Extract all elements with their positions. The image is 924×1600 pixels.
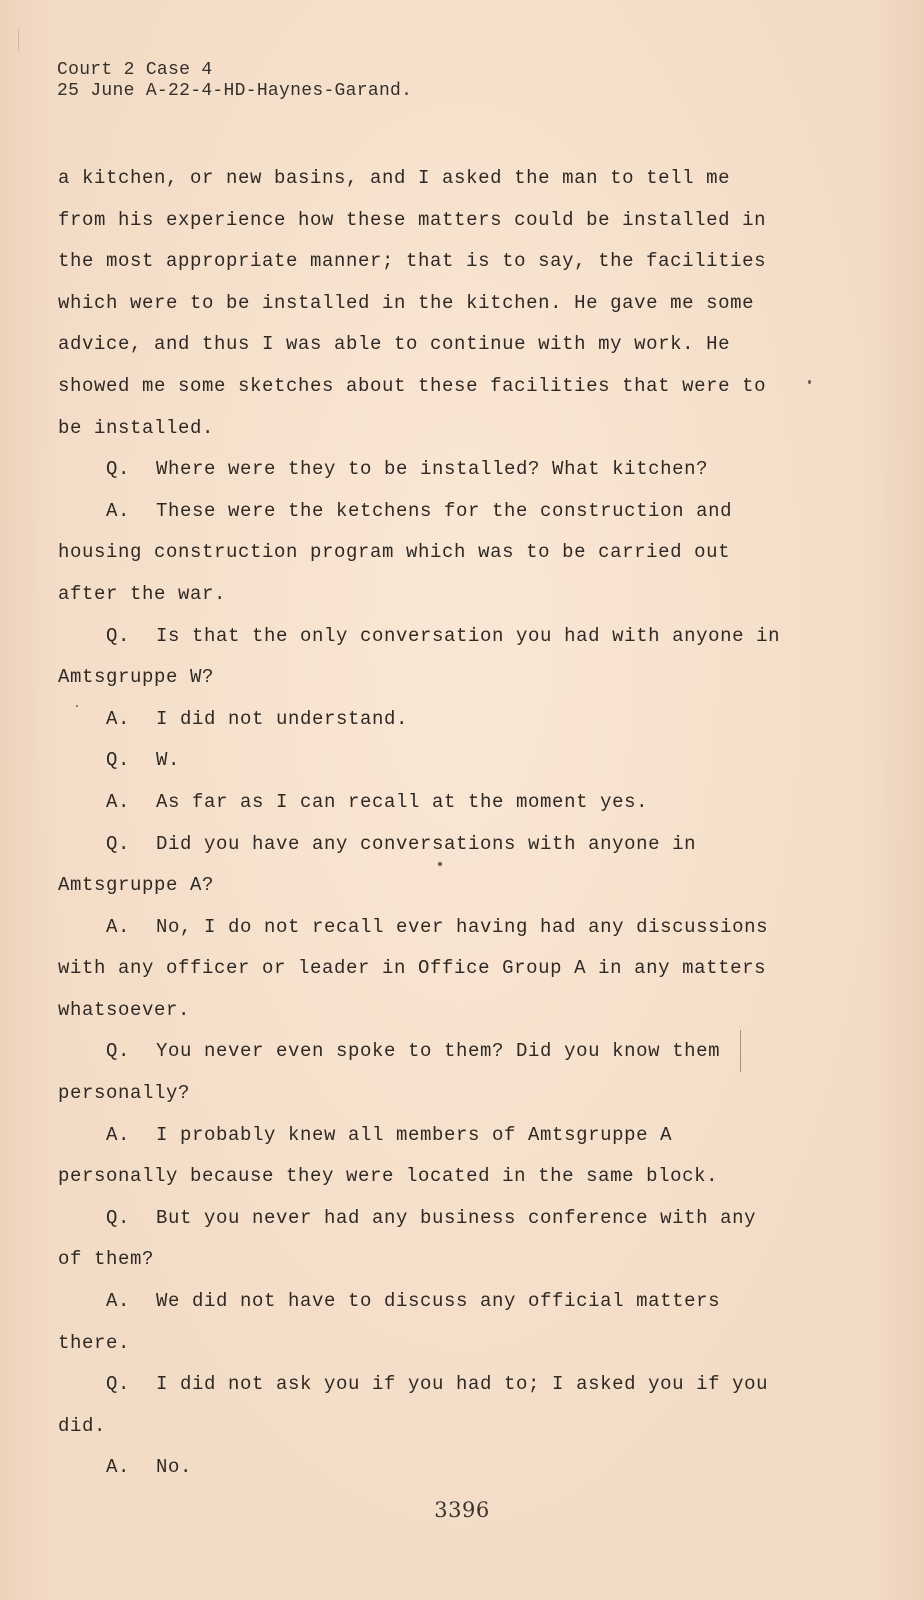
paper-speck: [438, 862, 442, 866]
text-line: [58, 1115, 858, 1157]
paper-scratch: [740, 1030, 741, 1072]
question-label: Q.: [106, 832, 131, 855]
text-line: with any officer or leader in Office Group A in any matters: [58, 957, 767, 980]
answer-label: A.: [106, 790, 131, 813]
text-line: [58, 907, 858, 949]
text-line: which were to be installed in the kitchen. He gave me some: [58, 291, 755, 314]
text-line: advice, and thus I was able to continue with my work. He: [58, 333, 731, 356]
text-line: housing construction program which was to be carried out: [58, 541, 731, 564]
text-line: [58, 824, 858, 866]
text-line: personally because they were located in the same block.: [58, 1165, 719, 1188]
text-line: the most appropriate manner; that is to say, the facilities: [58, 250, 767, 273]
question-entry: [58, 449, 858, 491]
question-entry: [58, 1031, 858, 1114]
statement-text: No.: [156, 1456, 193, 1479]
text-line: from his experience how these matters could be installed in: [58, 208, 767, 231]
statement-text: Where were they to be installed? What kitchen?: [156, 458, 709, 481]
text-line: [58, 1281, 858, 1323]
text-line: [58, 782, 858, 824]
text-line: after the war.: [58, 582, 227, 605]
page-number: 3396: [434, 1498, 490, 1522]
statement-text: We did not have to discuss any official matters: [156, 1290, 721, 1313]
header-date-line: 25 June A-22-4-HD-Haynes-Garand.: [57, 81, 413, 101]
answer-label: A.: [106, 1456, 131, 1479]
question-label: Q.: [106, 1373, 131, 1396]
answer-entry: [58, 699, 858, 741]
text-line: showed me some sketches about these facilities that were to: [58, 374, 767, 397]
statement-text: No, I do not recall ever having had any discussions: [156, 915, 769, 938]
text-line: be installed.: [58, 416, 215, 439]
answer-label: A.: [106, 915, 131, 938]
paper-speck: [808, 380, 811, 384]
text-line: whatsoever.: [58, 998, 191, 1021]
statement-text: These were the ketchens for the construction and: [156, 499, 733, 522]
question-entry: [58, 824, 858, 907]
statement-text: Is that the only conversation you had with anyone in: [156, 624, 781, 647]
statement-text: I did not ask you if you had to; I asked you if you: [156, 1373, 769, 1396]
statement-text: W.: [156, 749, 181, 772]
question-label: Q.: [106, 749, 131, 772]
answer-entry: [58, 1115, 858, 1198]
statement-text: As far as I can recall at the moment yes.: [156, 790, 649, 813]
statement-text: You never even spoke to them? Did you know them: [156, 1040, 721, 1063]
answer-entry: [58, 491, 858, 616]
question-entry: [58, 740, 858, 782]
text-line: [58, 1198, 858, 1240]
text-line: did.: [58, 1414, 107, 1437]
text-line: [58, 1031, 858, 1073]
document-header: [57, 60, 412, 102]
answer-entry: [58, 1281, 858, 1364]
text-line: personally?: [58, 1082, 191, 1105]
text-line: [58, 740, 858, 782]
intro-paragraph: [58, 158, 858, 449]
question-label: Q.: [106, 458, 131, 481]
statement-text: I did not understand.: [156, 707, 409, 730]
text-line: Amtsgruppe W?: [58, 666, 215, 689]
text-line: a kitchen, or new basins, and I asked the man to tell me: [58, 167, 731, 189]
statement-text: But you never had any business conference with any: [156, 1206, 757, 1229]
transcript-body: [58, 158, 858, 1489]
text-line: of them?: [58, 1248, 155, 1271]
question-label: Q.: [106, 1206, 131, 1229]
question-label: Q.: [106, 624, 131, 647]
text-line: [58, 1364, 858, 1406]
question-entry: [58, 1364, 858, 1447]
answer-label: A.: [106, 1290, 131, 1313]
answer-entry: [58, 907, 858, 1032]
question-entry: [58, 616, 858, 699]
question-label: Q.: [106, 1040, 131, 1063]
answer-entry: [58, 782, 858, 824]
paper-scratch: [18, 30, 19, 50]
text-line: [58, 699, 858, 741]
answer-label: A.: [106, 707, 131, 730]
text-line: [58, 1447, 858, 1489]
answer-label: A.: [106, 499, 131, 522]
text-line: there.: [58, 1331, 131, 1354]
text-line: [58, 616, 858, 658]
answer-entry: [58, 1447, 858, 1489]
question-entry: [58, 1198, 858, 1281]
header-court-line: Court 2 Case 4: [57, 60, 213, 80]
statement-text: Did you have any conversations with anyone in: [156, 832, 697, 855]
answer-label: A.: [106, 1123, 131, 1146]
qa-exchanges: [58, 449, 858, 1489]
statement-text: I probably knew all members of Amtsgruppe A: [156, 1123, 673, 1146]
text-line: [58, 491, 858, 533]
paper-speck: [76, 705, 78, 707]
text-line: [58, 449, 858, 491]
text-line: Amtsgruppe A?: [58, 874, 215, 897]
